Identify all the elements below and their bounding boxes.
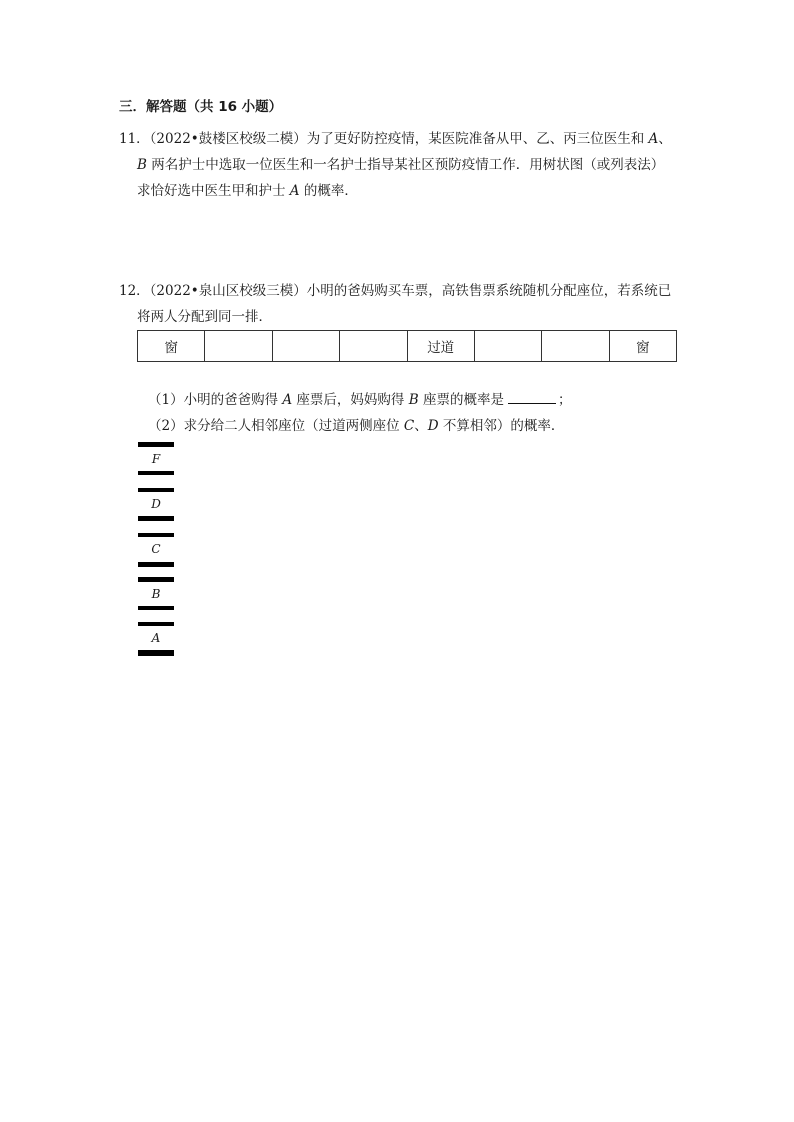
seat-divider-bar [138, 533, 174, 537]
q11-line-3 [137, 179, 358, 199]
seat-diagram [138, 442, 176, 658]
q12-sub-question-2 [148, 414, 564, 434]
seat-label-d: D [151, 497, 161, 511]
seat-divider-bar [138, 577, 174, 582]
q12-text: 不算相邻）的概率． [438, 418, 565, 434]
seat-divider-bar [138, 606, 174, 610]
seat-cell-window-left: 窗 [138, 331, 205, 362]
q11-line-2 [137, 153, 664, 173]
q12-line-2: 将两人分配到同一排． [137, 309, 272, 325]
seat-cell [205, 331, 272, 362]
q12-text: 座票的概率是 [418, 392, 504, 408]
q12-var-a: A [282, 392, 293, 408]
q11-var-a: A [289, 183, 300, 199]
q12-text: ； [557, 392, 572, 408]
seat-divider-bar [138, 488, 174, 492]
seat-row-table [137, 330, 677, 362]
seat-divider-bar [138, 650, 174, 656]
table-row [138, 331, 677, 362]
q11-text: 两名护士中选取一位医生和一名护士指导某社区预防疫情工作．用树状图（或列表法） [146, 157, 665, 173]
seat-divider-bar [138, 471, 174, 475]
q11-line-1 [119, 127, 672, 147]
seat-label-f: F [151, 452, 161, 466]
q11-text: 求恰好选中医生甲和护士 [137, 183, 290, 199]
q12-text: （1）小明的爸爸购得 [148, 392, 283, 408]
seat-cell-window-right: 窗 [609, 331, 676, 362]
seat-cell [340, 331, 407, 362]
section-heading: 三．解答题（共 16 小题） [119, 99, 283, 115]
q12-text: （2）求分给二人相邻座位（过道两侧座位 [148, 418, 404, 434]
q12-var-d: D [427, 418, 439, 434]
seat-label-b: B [151, 587, 161, 601]
q12-text: 、 [414, 418, 428, 434]
seat-cell [272, 331, 339, 362]
q12-line-1: 12．（2022•泉山区校级三模）小明的爸妈购买车票，高铁售票系统随机分配座位，若系统已 [119, 283, 672, 299]
seat-label-a: A [151, 631, 161, 645]
q11-text: 11．（2022•鼓楼区校级二模）为了更好防控疫情，某医院准备从甲、乙、丙三位医生和 [119, 131, 649, 147]
seat-divider-bar [138, 622, 174, 626]
seat-label-c: C [151, 542, 161, 556]
seat-divider-bar [138, 442, 174, 447]
seat-cell-aisle: 过道 [407, 331, 474, 362]
seat-cell [542, 331, 609, 362]
q11-text: 的概率． [299, 183, 358, 199]
q12-var-b: B [408, 392, 419, 408]
q12-sub-question-1 [148, 388, 571, 408]
q11-var-b: B [137, 157, 147, 173]
q12-text: 座票后，妈妈购得 [292, 392, 409, 408]
q11-text: 、 [658, 131, 672, 147]
q11-var-a: A [648, 131, 659, 147]
seat-divider-bar [138, 516, 174, 521]
seat-cell [474, 331, 541, 362]
answer-blank[interactable] [508, 391, 556, 404]
q12-var-c: C [403, 418, 415, 434]
seat-divider-bar [138, 562, 174, 567]
